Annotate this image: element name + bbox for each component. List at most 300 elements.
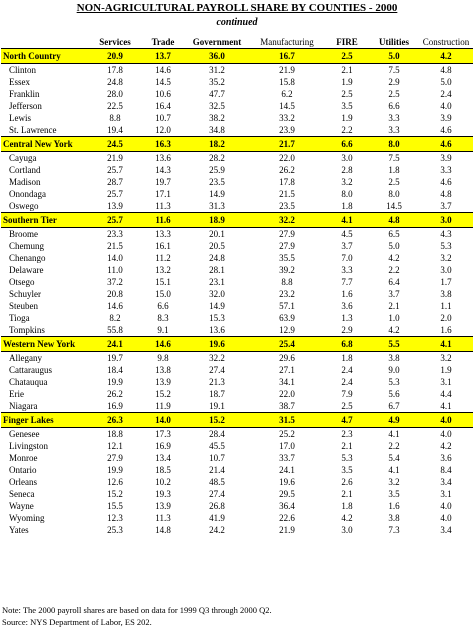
county-value: 3.2	[440, 353, 452, 363]
county-value: 14.5	[155, 77, 171, 87]
county-column-header	[1, 36, 89, 49]
county-value: 4.0	[440, 101, 452, 111]
county-value: 3.3	[341, 265, 353, 275]
county-value: 2.0	[440, 313, 452, 323]
county-row	[1, 300, 473, 312]
column-header: Services	[99, 37, 131, 47]
county-value: 3.6	[341, 301, 353, 311]
county-value: 7.5	[388, 153, 400, 163]
county-row	[1, 176, 473, 188]
county-value: 11.0	[107, 265, 123, 275]
county-row	[1, 276, 473, 288]
county-value: 24.8	[209, 253, 225, 263]
county-value: 26.8	[209, 501, 225, 511]
region-value: 4.7	[325, 413, 369, 428]
region-value: 4.9	[369, 413, 419, 428]
county-value: 15.2	[107, 489, 123, 499]
county-value: 21.5	[279, 189, 295, 199]
region-value: 4.6	[419, 137, 473, 152]
county-value: 1.8	[341, 201, 353, 211]
county-value: 37.2	[107, 277, 123, 287]
county-row	[1, 488, 473, 500]
county-value: 23.5	[279, 201, 295, 211]
county-value: 9.0	[388, 365, 400, 375]
county-row	[1, 124, 473, 137]
county-value: 3.3	[440, 165, 452, 175]
county-value: 1.9	[341, 77, 353, 87]
county-value: 4.1	[440, 401, 452, 411]
county-value: 29.5	[279, 489, 295, 499]
footer-note: Note: The 2000 payroll shares are based on data for 1999 Q3 through 2000 Q2.	[2, 605, 272, 615]
county-row	[1, 312, 473, 324]
county-name: Orleans	[9, 477, 37, 487]
county-value: 57.1	[279, 301, 295, 311]
county-value: 18.4	[107, 365, 123, 375]
region-value: 21.7	[249, 137, 325, 152]
county-value: 3.5	[341, 465, 353, 475]
county-value: 14.6	[107, 301, 123, 311]
county-value: 18.8	[107, 429, 123, 439]
region-name: North Country	[1, 49, 89, 64]
region-row	[1, 49, 473, 64]
region-value: 32.2	[249, 213, 325, 228]
county-value: 45.5	[209, 441, 225, 451]
region-row	[1, 213, 473, 228]
county-row	[1, 164, 473, 176]
county-value: 13.6	[209, 325, 225, 335]
county-name: Broome	[9, 229, 38, 239]
county-value: 3.2	[341, 177, 353, 187]
county-value: 35.2	[209, 77, 225, 87]
county-name: Yates	[9, 525, 29, 535]
county-value: 12.9	[279, 325, 295, 335]
county-name: Chemung	[9, 241, 44, 251]
region-value: 36.0	[185, 49, 249, 64]
county-value: 17.0	[279, 441, 295, 451]
county-value: 2.2	[341, 125, 353, 135]
county-value: 4.2	[388, 253, 400, 263]
county-name: Tioga	[9, 313, 30, 323]
column-header: FIRE	[336, 37, 358, 47]
county-value: 13.4	[155, 453, 171, 463]
county-row	[1, 112, 473, 124]
county-value: 17.8	[279, 177, 295, 187]
county-value: 5.3	[388, 377, 400, 387]
county-row	[1, 100, 473, 112]
county-value: 1.6	[388, 501, 400, 511]
county-value: 25.7	[107, 165, 123, 175]
county-value: 2.1	[341, 65, 353, 75]
county-value: 4.5	[341, 229, 353, 239]
county-value: 5.0	[440, 77, 452, 87]
county-value: 3.6	[440, 453, 452, 463]
county-value: 3.9	[440, 113, 452, 123]
county-value: 3.7	[388, 289, 400, 299]
county-row	[1, 524, 473, 536]
county-row	[1, 88, 473, 100]
footer-source: Source: NYS Department of Labor, ES 202.	[2, 617, 152, 627]
county-value: 4.2	[388, 325, 400, 335]
county-name: Lewis	[9, 113, 31, 123]
county-value: 1.0	[388, 313, 400, 323]
county-value: 10.7	[155, 113, 171, 123]
county-name: Allegany	[9, 353, 42, 363]
county-row	[1, 364, 473, 376]
county-value: 8.8	[109, 113, 121, 123]
county-value: 4.0	[440, 429, 452, 439]
county-value: 2.1	[341, 489, 353, 499]
county-row	[1, 452, 473, 464]
county-value: 2.6	[341, 477, 353, 487]
county-name: Seneca	[9, 489, 35, 499]
county-value: 2.5	[341, 401, 353, 411]
county-name: Ontario	[9, 465, 37, 475]
county-row	[1, 440, 473, 452]
county-value: 4.6	[440, 177, 452, 187]
county-value: 34.1	[279, 377, 295, 387]
county-value: 4.1	[388, 465, 400, 475]
county-value: 8.4	[440, 465, 452, 475]
county-value: 36.4	[279, 501, 295, 511]
county-value: 25.3	[107, 525, 123, 535]
county-value: 14.5	[386, 201, 402, 211]
county-value: 23.5	[209, 177, 225, 187]
county-row	[1, 500, 473, 512]
county-value: 4.2	[341, 513, 353, 523]
county-value: 3.2	[440, 253, 452, 263]
county-name: Essex	[9, 77, 30, 87]
county-value: 12.6	[107, 477, 123, 487]
county-value: 27.1	[279, 365, 295, 375]
county-value: 19.7	[155, 177, 171, 187]
county-value: 27.4	[209, 489, 225, 499]
county-value: 13.9	[155, 377, 171, 387]
county-value: 4.3	[440, 229, 452, 239]
county-value: 24.1	[279, 465, 295, 475]
county-value: 15.3	[209, 313, 225, 323]
county-value: 23.1	[209, 277, 225, 287]
county-value: 14.0	[107, 253, 123, 263]
county-value: 1.9	[440, 365, 452, 375]
county-value: 17.1	[155, 189, 171, 199]
county-name: Onondaga	[9, 189, 46, 199]
county-value: 41.9	[209, 513, 225, 523]
region-value: 5.5	[369, 337, 419, 352]
county-value: 25.9	[209, 165, 225, 175]
county-value: 15.1	[155, 277, 171, 287]
table-body	[1, 49, 473, 537]
county-value: 3.5	[388, 489, 400, 499]
county-value: 39.2	[279, 265, 295, 275]
county-value: 9.1	[157, 325, 169, 335]
county-value: 4.4	[440, 389, 452, 399]
county-value: 3.9	[440, 153, 452, 163]
county-value: 4.2	[440, 441, 452, 451]
county-value: 3.7	[440, 201, 452, 211]
county-row	[1, 388, 473, 400]
county-value: 1.6	[440, 325, 452, 335]
county-name: Monroe	[9, 453, 38, 463]
county-value: 6.5	[388, 229, 400, 239]
county-value: 16.9	[155, 441, 171, 451]
region-name: Central New York	[1, 137, 89, 152]
county-value: 22.5	[107, 101, 123, 111]
county-row	[1, 288, 473, 300]
region-value: 14.6	[141, 337, 185, 352]
county-value: 13.6	[155, 153, 171, 163]
county-value: 3.7	[341, 241, 353, 251]
county-value: 14.9	[209, 189, 225, 199]
region-row	[1, 337, 473, 352]
region-value: 25.7	[89, 213, 141, 228]
county-value: 5.6	[388, 389, 400, 399]
county-value: 3.8	[388, 353, 400, 363]
county-value: 33.7	[279, 453, 295, 463]
county-value: 17.3	[155, 429, 171, 439]
county-value: 3.0	[440, 265, 452, 275]
county-value: 19.6	[279, 477, 295, 487]
county-value: 3.3	[388, 125, 400, 135]
county-value: 7.9	[341, 389, 353, 399]
region-value: 24.5	[89, 137, 141, 152]
county-name: Clinton	[9, 65, 37, 75]
county-name: Oswego	[9, 201, 39, 211]
county-value: 6.6	[157, 301, 169, 311]
county-value: 38.7	[279, 401, 295, 411]
county-value: 3.4	[440, 525, 452, 535]
column-header: Utilities	[379, 37, 409, 47]
county-name: Genesee	[9, 429, 40, 439]
county-value: 23.2	[279, 289, 295, 299]
county-value: 13.8	[155, 365, 171, 375]
county-value: 1.8	[388, 165, 400, 175]
county-value: 24.8	[107, 77, 123, 87]
county-row	[1, 512, 473, 524]
county-value: 2.8	[341, 165, 353, 175]
county-value: 55.8	[107, 325, 123, 335]
region-value: 24.1	[89, 337, 141, 352]
county-name: St. Lawrence	[9, 125, 57, 135]
county-row	[1, 252, 473, 264]
county-value: 12.0	[155, 125, 171, 135]
county-name: Otsego	[9, 277, 35, 287]
county-value: 25.2	[279, 429, 295, 439]
county-value: 8.8	[281, 277, 293, 287]
county-value: 4.8	[440, 65, 452, 75]
county-value: 32.5	[209, 101, 225, 111]
county-value: 10.7	[209, 453, 225, 463]
county-value: 3.4	[440, 477, 452, 487]
county-value: 12.1	[107, 441, 123, 451]
county-value: 2.4	[440, 89, 452, 99]
region-row	[1, 137, 473, 152]
county-value: 14.5	[279, 101, 295, 111]
county-value: 33.2	[279, 113, 295, 123]
county-value: 10.2	[155, 477, 171, 487]
county-value: 12.3	[107, 513, 123, 523]
county-value: 24.2	[209, 525, 225, 535]
county-row	[1, 376, 473, 388]
county-row	[1, 188, 473, 200]
region-value: 19.6	[185, 337, 249, 352]
county-row	[1, 476, 473, 488]
county-name: Jefferson	[9, 101, 42, 111]
county-value: 15.8	[279, 77, 295, 87]
county-value: 3.2	[388, 477, 400, 487]
county-value: 1.8	[341, 353, 353, 363]
county-value: 1.8	[341, 501, 353, 511]
county-value: 11.9	[155, 401, 171, 411]
county-value: 5.3	[341, 453, 353, 463]
county-value: 6.2	[281, 89, 293, 99]
region-value: 25.4	[249, 337, 325, 352]
region-value: 20.9	[89, 49, 141, 64]
county-value: 28.0	[107, 89, 123, 99]
region-value: 16.7	[249, 49, 325, 64]
column-header: Government	[192, 37, 242, 47]
county-name: Madison	[9, 177, 41, 187]
region-value: 14.0	[141, 413, 185, 428]
county-value: 28.7	[107, 177, 123, 187]
region-value: 2.5	[325, 49, 369, 64]
county-value: 13.3	[155, 229, 171, 239]
county-value: 2.2	[388, 265, 400, 275]
county-value: 2.9	[388, 77, 400, 87]
county-row	[1, 464, 473, 476]
county-value: 1.7	[440, 277, 452, 287]
county-name: Chatauqua	[9, 377, 48, 387]
county-value: 17.8	[107, 65, 123, 75]
county-value: 2.1	[341, 441, 353, 451]
county-value: 34.8	[209, 125, 225, 135]
county-value: 19.4	[107, 125, 123, 135]
column-header: Construction	[422, 37, 470, 47]
county-value: 8.3	[157, 313, 169, 323]
county-name: Livingston	[9, 441, 49, 451]
county-value: 7.3	[388, 525, 400, 535]
county-row	[1, 352, 473, 365]
county-value: 3.5	[341, 101, 353, 111]
county-value: 7.5	[388, 65, 400, 75]
region-value: 5.0	[369, 49, 419, 64]
region-name: Finger Lakes	[1, 413, 89, 428]
county-value: 4.0	[440, 501, 452, 511]
county-value: 14.6	[155, 65, 171, 75]
county-value: 21.9	[279, 65, 295, 75]
county-value: 11.3	[155, 513, 171, 523]
region-row	[1, 413, 473, 428]
county-value: 6.7	[388, 401, 400, 411]
county-value: 16.9	[107, 401, 123, 411]
county-value: 3.8	[440, 289, 452, 299]
county-value: 35.5	[279, 253, 295, 263]
county-value: 16.1	[155, 241, 171, 251]
county-name: Wyoming	[9, 513, 45, 523]
county-value: 27.9	[107, 453, 123, 463]
county-value: 19.9	[107, 377, 123, 387]
region-value: 18.9	[185, 213, 249, 228]
county-value: 26.2	[279, 165, 295, 175]
county-value: 11.2	[155, 253, 171, 263]
county-value: 15.2	[155, 389, 171, 399]
county-row	[1, 264, 473, 276]
county-value: 15.5	[107, 501, 123, 511]
county-value: 14.3	[155, 165, 171, 175]
county-value: 9.8	[157, 353, 169, 363]
county-row	[1, 428, 473, 441]
county-value: 31.3	[209, 201, 225, 211]
county-value: 28.4	[209, 429, 225, 439]
county-name: Chenango	[9, 253, 46, 263]
county-value: 2.9	[341, 325, 353, 335]
county-value: 28.1	[209, 265, 225, 275]
county-value: 15.0	[155, 289, 171, 299]
region-value: 26.3	[89, 413, 141, 428]
region-value: 11.6	[141, 213, 185, 228]
county-value: 2.2	[388, 441, 400, 451]
county-value: 5.0	[388, 241, 400, 251]
region-name: Western New York	[1, 337, 89, 352]
region-value: 16.3	[141, 137, 185, 152]
county-row	[1, 400, 473, 413]
county-value: 31.2	[209, 65, 225, 75]
region-value: 13.7	[141, 49, 185, 64]
county-name: Erie	[9, 389, 24, 399]
county-value: 2.5	[388, 89, 400, 99]
county-value: 8.2	[109, 313, 121, 323]
county-value: 19.9	[107, 465, 123, 475]
county-value: 18.7	[209, 389, 225, 399]
county-row	[1, 64, 473, 77]
county-value: 32.0	[209, 289, 225, 299]
county-value: 23.9	[279, 125, 295, 135]
county-value: 25.7	[107, 189, 123, 199]
county-name: Tompkins	[9, 325, 45, 335]
county-value: 4.0	[440, 513, 452, 523]
county-value: 1.6	[341, 289, 353, 299]
county-value: 21.9	[107, 153, 123, 163]
county-value: 27.4	[209, 365, 225, 375]
region-name: Southern Tier	[1, 213, 89, 228]
county-value: 4.1	[388, 429, 400, 439]
county-value: 21.9	[279, 525, 295, 535]
county-value: 2.4	[341, 365, 353, 375]
county-value: 38.2	[209, 113, 225, 123]
column-header: Manufacturing	[260, 37, 314, 47]
county-value: 3.0	[341, 525, 353, 535]
region-value: 15.2	[185, 413, 249, 428]
county-value: 3.1	[440, 489, 452, 499]
region-value: 4.1	[325, 213, 369, 228]
county-row	[1, 200, 473, 213]
region-value: 4.1	[419, 337, 473, 352]
county-value: 48.5	[209, 477, 225, 487]
region-value: 4.0	[419, 413, 473, 428]
county-value: 4.8	[440, 189, 452, 199]
county-value: 6.4	[388, 277, 400, 287]
county-value: 19.3	[155, 489, 171, 499]
county-name: Cortland	[9, 165, 41, 175]
county-value: 5.3	[440, 241, 452, 251]
county-value: 3.3	[388, 113, 400, 123]
county-value: 27.9	[279, 229, 295, 239]
county-name: Delaware	[9, 265, 44, 275]
county-value: 19.1	[209, 401, 225, 411]
county-value: 1.9	[341, 113, 353, 123]
county-value: 22.0	[279, 153, 295, 163]
county-value: 3.1	[440, 377, 452, 387]
county-value: 7.0	[341, 253, 353, 263]
